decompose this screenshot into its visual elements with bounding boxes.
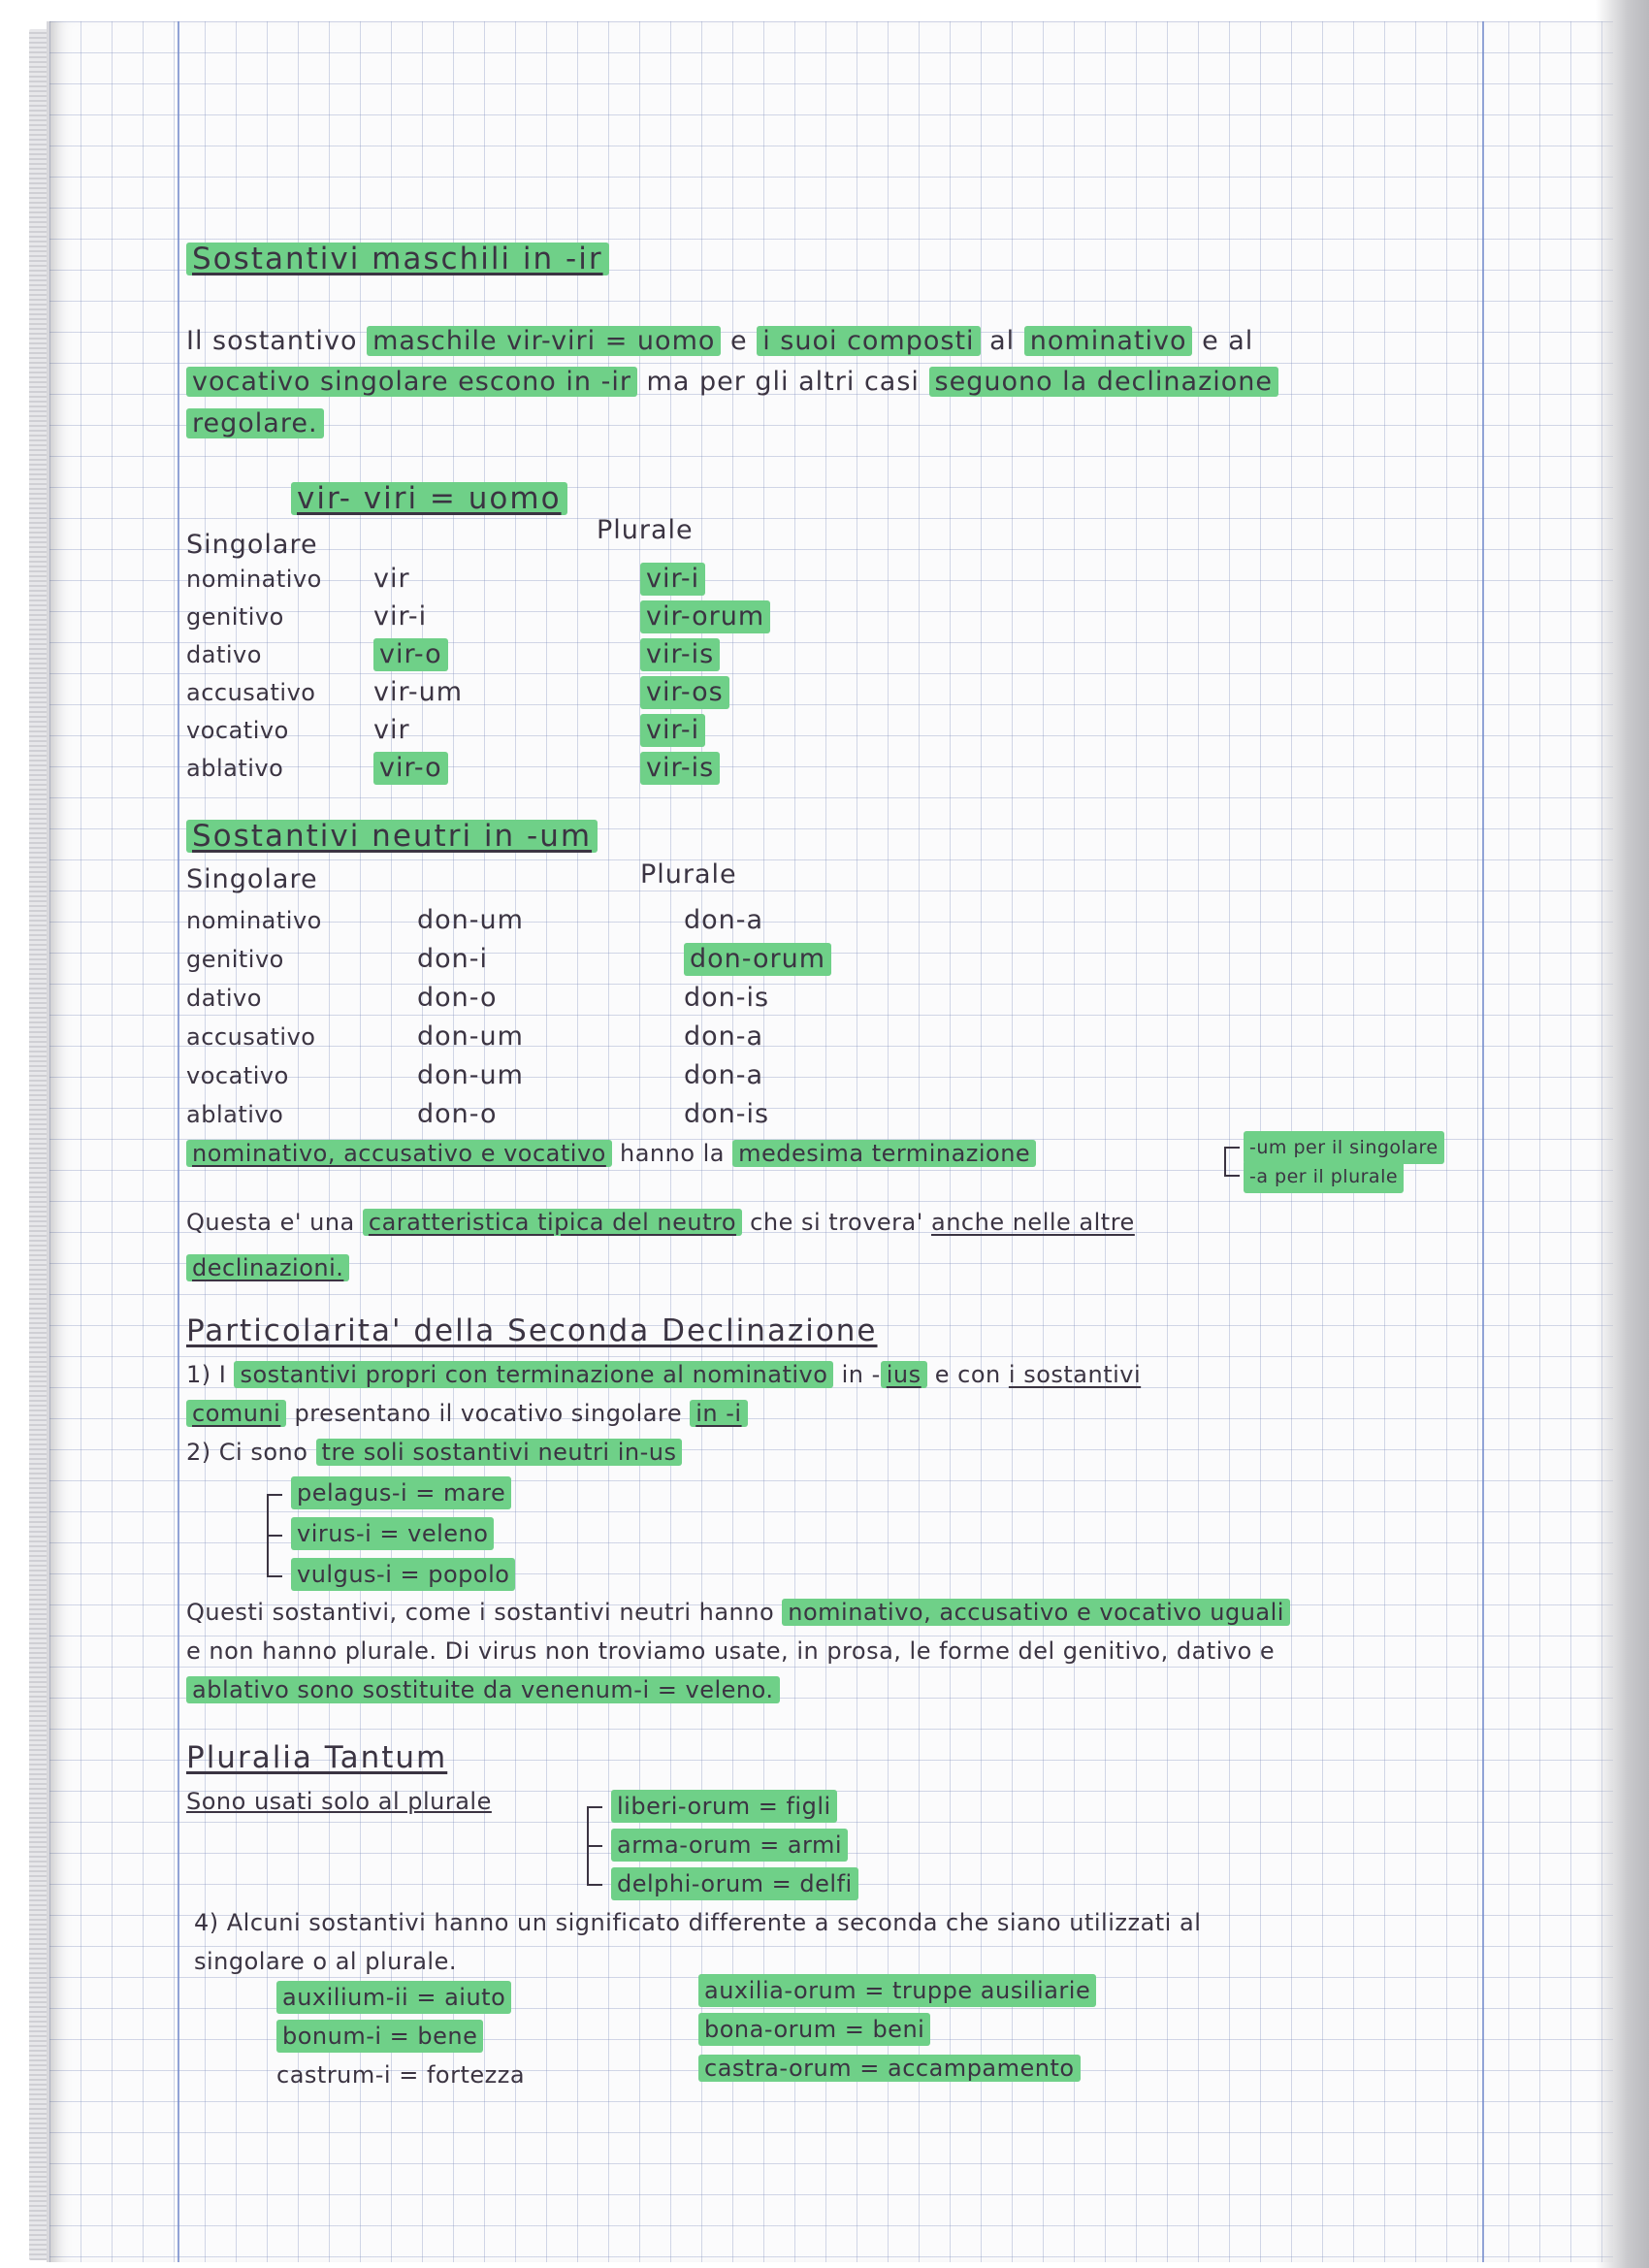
- singular-form: don-i: [417, 944, 489, 974]
- text-span: Il sostantivo: [186, 326, 358, 356]
- highlight-span: in -i: [690, 1400, 747, 1427]
- plural-meaning: bona-orum = beni: [698, 2013, 930, 2046]
- text-span: al: [989, 326, 1016, 356]
- highlight-span: vocativo singolare escono in -ir: [186, 367, 637, 397]
- plural-form: vir-i: [640, 714, 705, 747]
- highlight-span: regolare.: [186, 408, 324, 438]
- bracket-line: [1224, 1147, 1226, 1176]
- paragraph-line: [186, 1251, 349, 1284]
- paragraph-line: 4) Alcuni sostantivi hanno un significato differente a seconda che siano utilizzati al: [194, 1909, 1202, 1936]
- highlight-span: maschile vir-viri = uomo: [367, 326, 721, 356]
- text-span: che si trovera': [750, 1209, 923, 1236]
- text-span: in -: [841, 1361, 881, 1388]
- page-shadow: [1596, 0, 1649, 2268]
- singular-form: don-o: [417, 1099, 498, 1129]
- text-span: hanno la: [619, 1140, 726, 1167]
- singular-meaning: auxilium-ii = aiuto: [276, 1981, 511, 2014]
- plural-meaning: [698, 2052, 1081, 2085]
- highlight-span: seguono la declinazione: [929, 367, 1278, 397]
- paragraph-line: [186, 1436, 682, 1469]
- arrow-right-icon: [1224, 1147, 1240, 1149]
- highlight-span: sostantivi propri con terminazione al nominativo: [234, 1361, 833, 1388]
- pluralia-item: liberi-orum = figli: [611, 1790, 837, 1823]
- case-label: dativo: [186, 641, 262, 668]
- highlight-span: ablativo sono sostituite da venenum-i = veleno.: [186, 1676, 780, 1703]
- neuter-us-item: virus-i = veleno: [291, 1517, 494, 1550]
- case-label: dativo: [186, 985, 262, 1012]
- right-margin-line: [1482, 21, 1484, 2262]
- text-span: 2) Ci sono: [186, 1439, 308, 1466]
- singular-form: vir-o: [373, 638, 448, 671]
- paragraph-line: singolare o al plurale.: [194, 1948, 457, 1975]
- highlight-span: i suoi composti: [757, 326, 980, 356]
- highlight-span: ius: [881, 1361, 927, 1388]
- case-label: vocativo: [186, 1062, 289, 1089]
- plural-form: vir-is: [640, 638, 720, 671]
- arrow-right-icon: [587, 1845, 602, 1847]
- case-label: ablativo: [186, 1101, 284, 1128]
- highlight-span: comuni: [186, 1400, 286, 1427]
- highlight-span: castra-orum = accampamento: [698, 2055, 1081, 2082]
- case-label: ablativo: [186, 755, 284, 782]
- text-span: presentano il vocativo singolare: [294, 1400, 683, 1427]
- plural-label: Plurale: [640, 859, 737, 890]
- arrow-right-icon: [1224, 1175, 1240, 1177]
- paragraph-line: [186, 1397, 748, 1430]
- section-title-neutri-um: Sostantivi neutri in -um: [186, 820, 598, 853]
- plural-meaning: auxilia-orum = truppe ausiliarie: [698, 1974, 1096, 2007]
- arrow-right-icon: [587, 1884, 602, 1886]
- highlight-span: tre soli sostantivi neutri in-us: [316, 1439, 683, 1466]
- highlight-span: medesima terminazione: [732, 1140, 1036, 1167]
- plural-form: don-orum: [684, 943, 831, 976]
- left-margin-line: [178, 21, 179, 2262]
- singular-label: Singolare: [186, 864, 318, 894]
- case-label: vocativo: [186, 717, 289, 744]
- pluralia-item: arma-orum = armi: [611, 1829, 848, 1862]
- text-span: Questa e' una: [186, 1209, 355, 1236]
- highlight-span: nominativo, accusativo e vocativo: [186, 1140, 612, 1167]
- plural-form: don-is: [684, 1099, 770, 1129]
- paragraph-line: [186, 1673, 780, 1706]
- paragraph-line: e non hanno plurale. Di virus non troviamo usate, in prosa, le forme del genitivo, dativo e: [186, 1637, 1276, 1665]
- arrow-right-icon: [267, 1494, 282, 1496]
- text-span: e al: [1202, 326, 1254, 356]
- paragraph-line: [186, 1358, 1141, 1391]
- plural-form: vir-os: [640, 676, 729, 709]
- plural-form: don-a: [684, 1060, 764, 1090]
- pluralia-intro: Sono usati solo al plurale: [186, 1788, 492, 1815]
- plural-form: vir-i: [640, 563, 705, 596]
- pluralia-item: delphi-orum = delfi: [611, 1867, 858, 1900]
- table-title-vir: vir- viri = uomo: [291, 482, 567, 515]
- underlined-span: i sostantivi: [1008, 1361, 1142, 1388]
- case-label: genitivo: [186, 603, 284, 631]
- text-span: Questi sostantivi, come i sostantivi neutri hanno: [186, 1599, 775, 1626]
- paragraph-line: [186, 407, 324, 440]
- highlight-span: nominativo: [1024, 326, 1193, 356]
- paragraph-line: [186, 325, 1253, 358]
- paragraph-line: [186, 366, 1278, 399]
- paragraph-line: [186, 1596, 1290, 1629]
- highlight-span: caratteristica tipica del neutro: [363, 1209, 742, 1236]
- plural-form: vir-is: [640, 752, 720, 785]
- plural-form: don-a: [684, 905, 764, 935]
- plural-form: vir-orum: [640, 600, 770, 633]
- case-label: nominativo: [186, 907, 322, 934]
- singular-form: don-um: [417, 1021, 524, 1052]
- highlight-span: nominativo, accusativo e vocativo uguali: [782, 1599, 1290, 1626]
- singular-form: vir-um: [373, 677, 464, 707]
- arrow-right-icon: [587, 1806, 602, 1808]
- text-span: e: [729, 326, 748, 356]
- note-singular: -um per il singolare: [1244, 1131, 1444, 1164]
- plural-form: don-a: [684, 1021, 764, 1052]
- underlined-span: anche nelle altre: [931, 1209, 1135, 1236]
- singular-form: vir: [373, 715, 410, 745]
- plural-label: Plurale: [597, 515, 694, 545]
- note-plural: -a per il plurale: [1244, 1160, 1404, 1193]
- paragraph-line: [186, 1206, 1135, 1239]
- case-label: genitivo: [186, 946, 284, 973]
- singular-meaning: castrum-i = fortezza: [276, 2061, 526, 2089]
- singular-form: don-o: [417, 983, 498, 1013]
- section-title-particolarita: Particolarita' della Seconda Declinazione: [186, 1313, 878, 1348]
- singular-meaning: bonum-i = bene: [276, 2020, 483, 2053]
- arrow-right-icon: [267, 1575, 282, 1577]
- plural-form: don-is: [684, 983, 770, 1013]
- singular-form: vir-o: [373, 752, 448, 785]
- paragraph-line: [186, 1137, 1036, 1170]
- case-label: accusativo: [186, 679, 316, 706]
- case-label: accusativo: [186, 1023, 316, 1051]
- singular-label: Singolare: [186, 530, 318, 560]
- singular-form: vir: [373, 564, 410, 594]
- arrow-right-icon: [267, 1535, 282, 1537]
- neuter-us-item: vulgus-i = popolo: [291, 1558, 515, 1591]
- section-title-pluralia-tantum: Pluralia Tantum: [186, 1740, 448, 1775]
- neuter-us-item: pelagus-i = mare: [291, 1476, 511, 1509]
- singular-form: vir-i: [373, 601, 428, 632]
- section-title-maschili-ir: Sostantivi maschili in -ir: [186, 243, 609, 275]
- text-span: ma per gli altri casi: [646, 367, 920, 397]
- text-span: e con: [934, 1361, 1001, 1388]
- highlight-span: declinazioni.: [186, 1254, 349, 1281]
- text-span: 1) I: [186, 1361, 227, 1388]
- singular-form: don-um: [417, 1060, 524, 1090]
- singular-form: don-um: [417, 905, 524, 935]
- case-label: nominativo: [186, 566, 322, 593]
